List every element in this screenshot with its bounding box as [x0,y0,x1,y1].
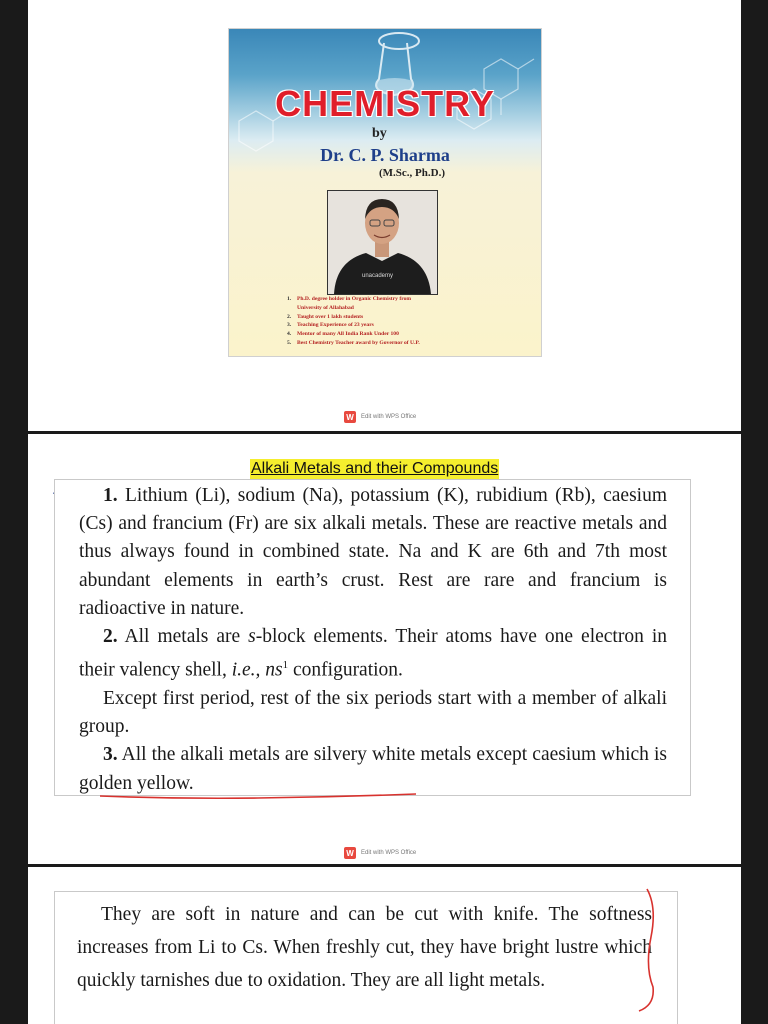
left-dark-border [0,0,28,1024]
text-passage-box [54,479,691,796]
cover-degree: (M.Sc., Ph.D.) [379,167,445,179]
item-number: 3. [103,744,118,766]
section-heading: Alkali Metals and their Compounds [251,460,499,477]
wps-edit-badge[interactable] [344,847,416,859]
wps-edit-badge[interactable] [344,411,416,423]
wps-badge-label: Edit with WPS Office [361,414,417,420]
credential-item: 3. Teaching Experience of 23 years [287,322,374,329]
credential-item: 5. Best Chemistry Teacher award by Governor of U.P. [287,339,420,346]
pen-bracket [635,887,665,1024]
credential-item: 4. Mentor of many All India Rank Under 100 [287,331,399,338]
cover-author: Dr. C. P. Sharma [320,145,450,165]
item-number: 2. [103,626,118,648]
paragraph-1: 1. Lithium (Li), sodium (Na), potassium (K), rubidium (Rb), caesium (Cs) and francium (Fr) are six alkali metals. These are reactive metals and thus always found in combined state. Na and K are 6th and 7th most abundant elements in earth’s crust. Rest are rare and francium is radioactive in nature. [79,485,667,619]
passage-text [79,482,667,798]
cover-title: CHEMISTRY [275,83,495,124]
page-properties [28,867,741,1024]
author-photo [327,190,438,295]
cover-by: by [372,126,387,141]
pen-underline [98,790,418,802]
wps-badge-label: Edit with WPS Office [361,850,417,856]
page-cover [28,0,741,431]
right-dark-border [741,0,768,1024]
credentials-list [287,295,420,348]
paragraph-2: 2. All metals are s-block elements. Their atoms have one electron in their valency shell, i.e., $ns^1$ configuration. [79,626,667,681]
credential-item: 1. Ph.D. degree holder in Organic Chemistry from [287,296,412,302]
book-cover [228,28,542,357]
wps-icon: W [344,411,356,423]
credential-item: 2. Taught over 1 lakh students [287,313,364,320]
credential-item-continued: University of Allahabad [297,304,354,311]
page-alkali-metals [28,434,741,864]
passage-text [77,898,652,997]
paragraph-3: Except first period, rest of the six periods start with a member of alkali group. [79,687,667,738]
wps-icon: W [344,847,356,859]
paragraph-1: They are soft in nature and can be cut with knife. The softness increases from Li to Cs. When freshly cut, they have bright lustre which quickly tarnishes due to oxidation. They are all light metals. [77,904,652,991]
shirt-logo: unacademy [362,273,394,279]
item-number: 1. [103,485,118,506]
text-passage-box [54,891,678,1024]
paragraph-4: 3. All the alkali metals are silvery white metals except caesium which is golden yellow. [79,744,667,794]
